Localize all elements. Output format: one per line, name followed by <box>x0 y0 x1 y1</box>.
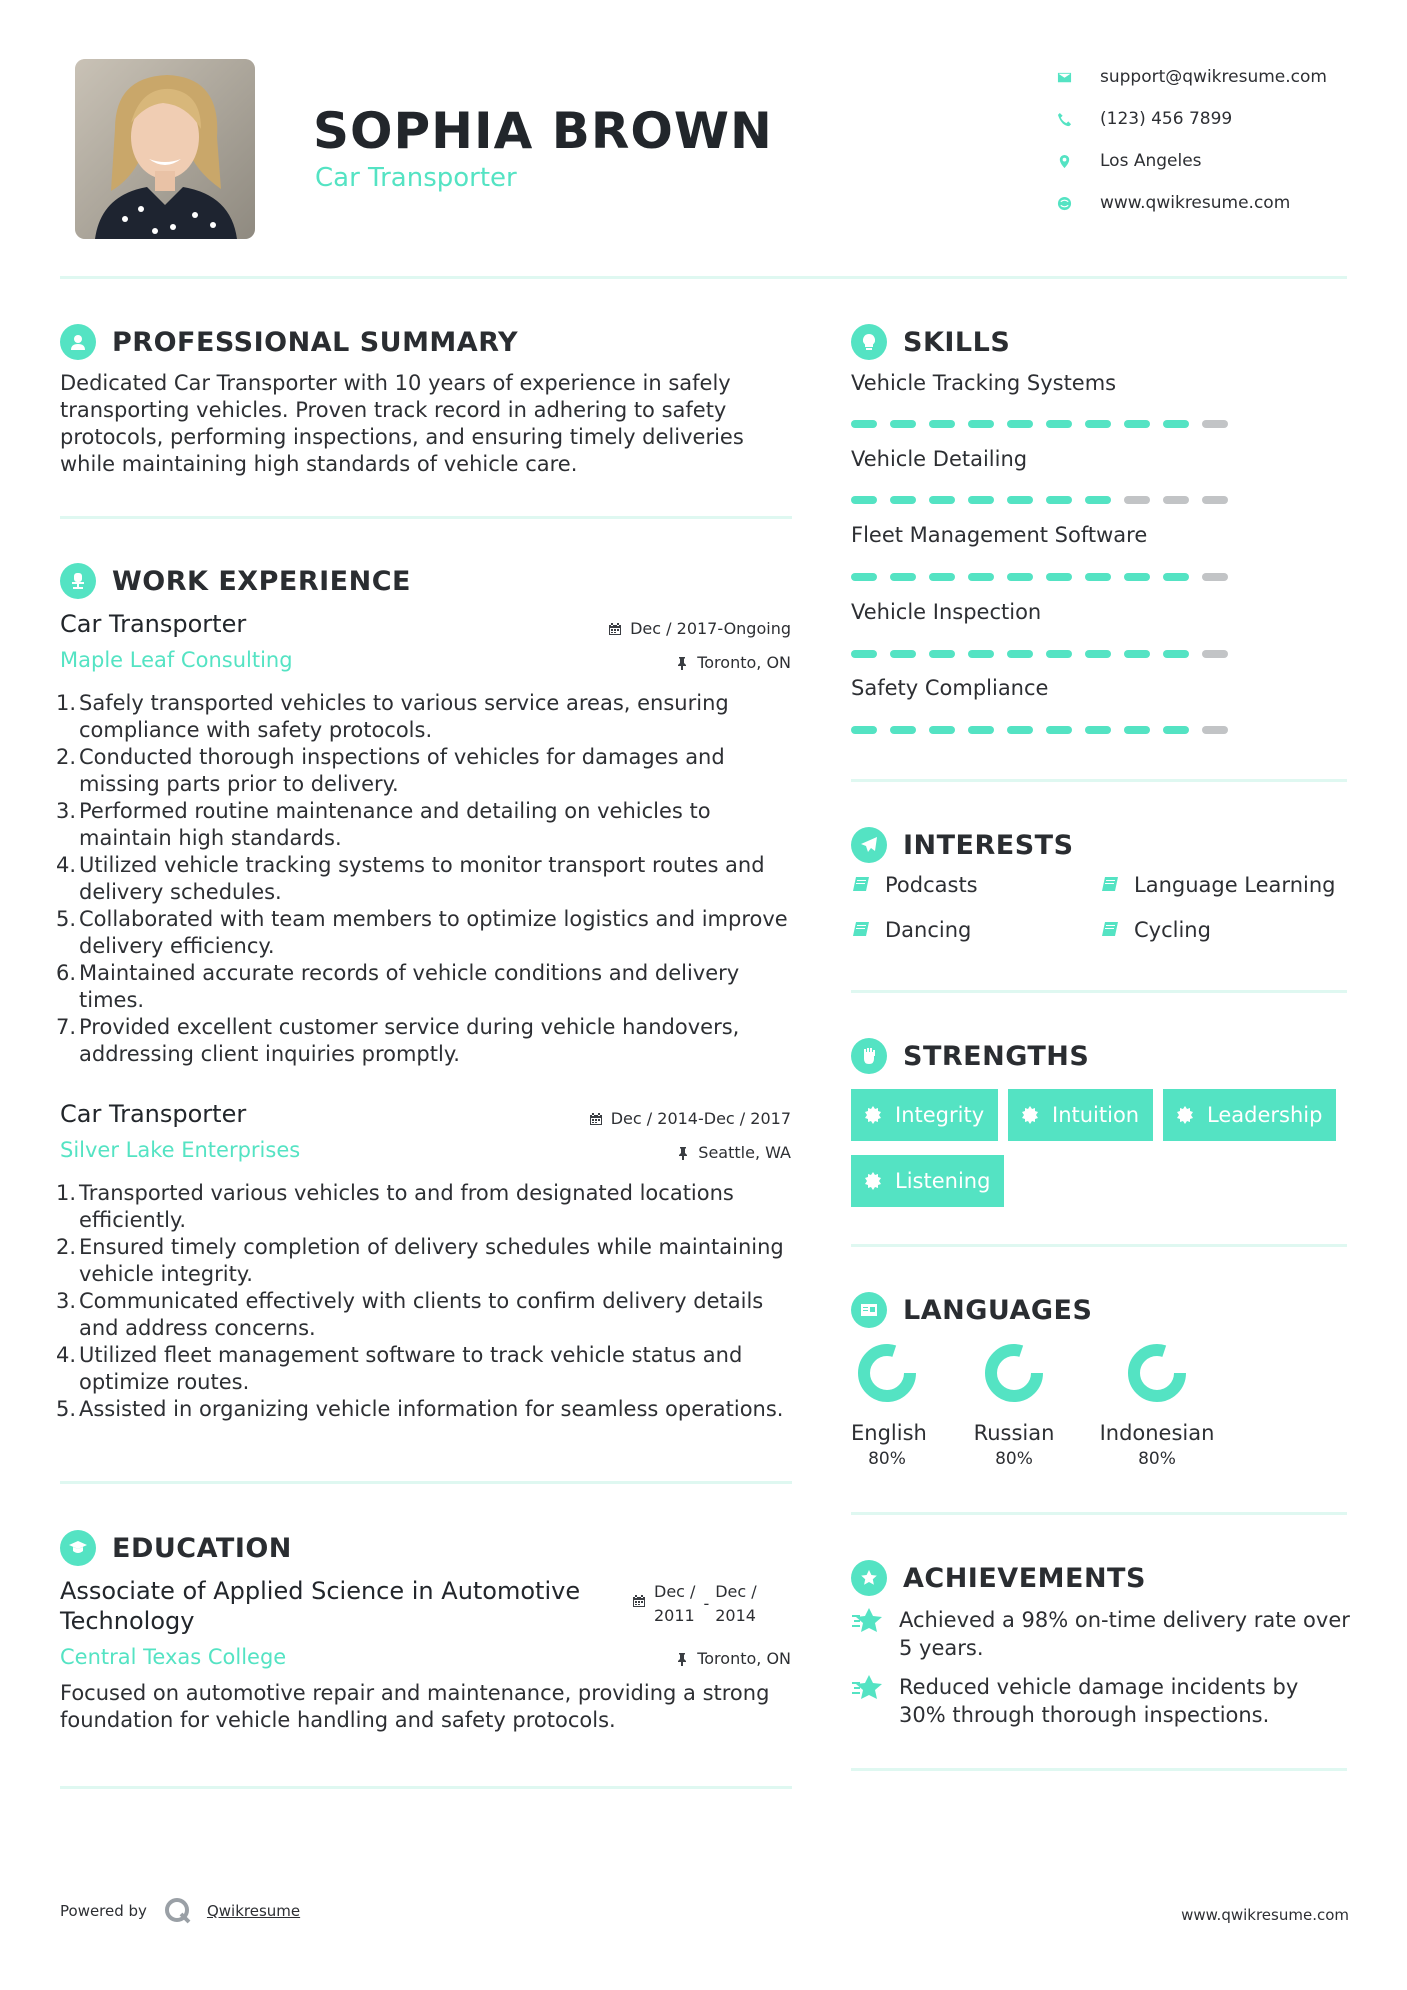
interest-label: Language Learning <box>1134 873 1336 897</box>
header-divider <box>60 276 1347 279</box>
job-1-title: Car Transporter <box>60 610 247 638</box>
skill-segment-empty <box>1202 726 1228 734</box>
strength-label: Intuition <box>1052 1103 1140 1127</box>
education-date-dash: - <box>703 1594 710 1613</box>
star-icon <box>851 1673 885 1701</box>
education-location <box>675 1649 791 1668</box>
skill-name: Vehicle Detailing <box>851 447 1028 471</box>
contact-phone[interactable] <box>1056 98 1356 140</box>
language-level-ring <box>857 1343 917 1403</box>
qwikresume-link[interactable]: Qwikresume <box>206 1902 301 1920</box>
strength-chip <box>1008 1089 1153 1141</box>
skill-segment-filled <box>929 573 955 581</box>
contact-list <box>1056 56 1356 224</box>
language-level-ring <box>1127 1343 1187 1403</box>
education-heading <box>60 1530 292 1566</box>
skill-segment-filled <box>929 420 955 428</box>
education-location-text: Toronto, ON <box>697 1649 791 1668</box>
skill-bar <box>851 573 1228 581</box>
achievement-text: Achieved a 98% on-time delivery rate over 5 years. <box>899 1608 1350 1660</box>
candidate-role: Car Transporter <box>315 163 517 193</box>
list-item: Communicated effectively with clients to confirm delivery details and address concerns. <box>79 1289 764 1340</box>
skill-bar <box>851 496 1228 504</box>
job-2-title: Car Transporter <box>60 1100 247 1128</box>
languages-title: LANGUAGES <box>903 1294 1093 1326</box>
language-name: Russian <box>973 1421 1055 1445</box>
list-item: Maintained accurate records of vehicle conditions and delivery times. <box>79 961 740 1012</box>
job-1-location <box>675 653 791 672</box>
achievements-title: ACHIEVEMENTS <box>903 1562 1146 1594</box>
skill-segment-filled <box>1085 420 1111 428</box>
skill-segment-filled <box>1124 726 1150 734</box>
school-name: Central Texas College <box>60 1645 287 1669</box>
interest-label: Cycling <box>1134 918 1211 942</box>
list-item: Assisted in organizing vehicle information for seamless operations. <box>79 1397 784 1421</box>
strength-chip <box>851 1155 1004 1207</box>
footer-powered-by <box>60 1896 300 1926</box>
skill-segment-filled <box>968 420 994 428</box>
achievement-item <box>851 1673 1351 1729</box>
skill-segment-filled <box>1085 650 1111 658</box>
list-item: Safely transported vehicles to various service areas, ensuring compliance with safety protocols. <box>79 691 729 742</box>
list-item: Collaborated with team members to optimize logistics and improve delivery efficiency. <box>79 907 788 958</box>
contact-location-text: Los Angeles <box>1100 151 1202 171</box>
skill-segment-filled <box>1046 650 1072 658</box>
skill-bar <box>851 726 1228 734</box>
skills-heading <box>851 324 1010 360</box>
star-icon <box>851 1606 885 1634</box>
strength-label: Leadership <box>1207 1103 1323 1127</box>
phone-icon <box>1056 111 1072 127</box>
map-pin-icon <box>1056 153 1072 169</box>
language-item <box>851 1343 927 1469</box>
book-icon <box>851 875 871 895</box>
interests-title: INTERESTS <box>903 829 1074 861</box>
strength-chip <box>1163 1089 1336 1141</box>
interest-item <box>851 918 971 942</box>
job-1-duties <box>60 690 800 1068</box>
skill-segment-empty <box>1202 573 1228 581</box>
achievement-item <box>851 1606 1351 1662</box>
skill-segment-filled <box>929 650 955 658</box>
contact-website-text: www.qwikresume.com <box>1100 193 1291 213</box>
skill-segment-filled <box>1046 573 1072 581</box>
pushpin-icon <box>676 1146 690 1160</box>
lightbulb-icon <box>851 324 887 360</box>
list-item: Conducted thorough inspections of vehicles for damages and missing parts prior to delivery. <box>79 745 725 796</box>
job-2-company: Silver Lake Enterprises <box>60 1138 301 1162</box>
skill-name: Safety Compliance <box>851 676 1049 700</box>
skill-segment-filled <box>851 726 877 734</box>
skill-segment-filled <box>851 496 877 504</box>
education-start-year: 2011 <box>654 1606 695 1625</box>
education-text: Focused on automotive repair and maintenance, providing a strong foundation for vehicle handling and safety protocols. <box>60 1681 770 1732</box>
skill-segment-filled <box>968 573 994 581</box>
skill-segment-filled <box>1007 650 1033 658</box>
skill-segment-filled <box>1163 726 1189 734</box>
skill-segment-filled <box>890 573 916 581</box>
skill-segment-filled <box>1046 496 1072 504</box>
education-end <box>715 1580 756 1628</box>
skill-segment-empty <box>1124 496 1150 504</box>
summary-title: PROFESSIONAL SUMMARY <box>112 326 519 358</box>
skill-segment-filled <box>1007 726 1033 734</box>
education-title: EDUCATION <box>112 1532 292 1564</box>
achievement-text: Reduced vehicle damage incidents by 30% through thorough inspections. <box>899 1675 1299 1727</box>
footer-website[interactable]: www.qwikresume.com <box>1181 1906 1349 1924</box>
list-item: Utilized vehicle tracking systems to monitor transport routes and delivery schedules. <box>79 853 765 904</box>
calendar-icon <box>608 622 622 636</box>
skill-segment-filled <box>1046 726 1072 734</box>
education-end-month: Dec / <box>715 1582 757 1601</box>
interest-label: Dancing <box>885 918 972 942</box>
pushpin-icon <box>675 656 689 670</box>
list-item: Utilized fleet management software to track vehicle status and optimize routes. <box>79 1343 743 1394</box>
job-1-location-text: Toronto, ON <box>697 653 791 672</box>
skill-segment-filled <box>1007 496 1033 504</box>
job-2-location-text: Seattle, WA <box>698 1143 791 1162</box>
person-portrait-icon <box>75 59 255 239</box>
contact-location <box>1056 140 1356 182</box>
skill-segment-filled <box>968 650 994 658</box>
skill-segment-filled <box>890 420 916 428</box>
language-level: 80% <box>868 1449 906 1469</box>
skill-segment-filled <box>1124 573 1150 581</box>
skill-segment-filled <box>968 726 994 734</box>
skill-segment-empty <box>1202 650 1228 658</box>
interest-item <box>851 873 978 897</box>
star-badge-icon <box>851 1560 887 1596</box>
experience-divider <box>60 1481 792 1484</box>
badge-icon <box>1175 1105 1195 1125</box>
education-dates <box>632 1580 757 1628</box>
strength-label: Listening <box>895 1169 991 1193</box>
raised-fist-icon <box>851 1038 887 1074</box>
strengths-heading <box>851 1038 1089 1074</box>
contact-email[interactable] <box>1056 56 1356 98</box>
achievements-divider <box>851 1768 1347 1771</box>
skill-segment-filled <box>1007 573 1033 581</box>
list-item: Performed routine maintenance and detailing on vehicles to maintain high standards. <box>79 799 711 850</box>
skill-segment-filled <box>1163 650 1189 658</box>
interest-item <box>1100 918 1211 942</box>
paper-plane-icon <box>851 827 887 863</box>
skills-title: SKILLS <box>903 326 1011 358</box>
skill-segment-filled <box>851 650 877 658</box>
profile-photo <box>75 59 255 239</box>
qwikresume-logo-icon <box>163 1896 193 1926</box>
languages-divider <box>851 1512 1347 1515</box>
interests-divider <box>851 990 1347 993</box>
language-level: 80% <box>1138 1449 1176 1469</box>
interest-label: Podcasts <box>885 873 978 897</box>
pushpin-icon <box>675 1652 689 1666</box>
contact-website[interactable] <box>1056 182 1356 224</box>
skill-segment-filled <box>929 496 955 504</box>
skill-segment-filled <box>1163 573 1189 581</box>
job-2-dates-text: Dec / 2014-Dec / 2017 <box>610 1109 791 1128</box>
achievements-heading <box>851 1560 1146 1596</box>
strengths-title: STRENGTHS <box>903 1040 1090 1072</box>
envelope-icon <box>1056 69 1072 85</box>
degree-title: Associate of Applied Science in Automotive Technology <box>60 1577 581 1635</box>
calendar-icon <box>589 1112 603 1126</box>
skill-segment-filled <box>1163 420 1189 428</box>
skill-bar <box>851 420 1228 428</box>
language-level-arc <box>991 1350 1037 1396</box>
skill-segment-empty <box>1202 420 1228 428</box>
skill-segment-empty <box>1163 496 1189 504</box>
job-1-dates-text: Dec / 2017-Ongoing <box>630 619 791 638</box>
summary-text: Dedicated Car Transporter with 10 years of experience in safely transporting vehicles. Proven track record in adhering to safety protocols, performing inspections, and ensuring timely deliveries while maintaining high standards of vehicle care. <box>60 371 744 476</box>
language-level-arc <box>1134 1350 1180 1396</box>
languages-heading <box>851 1292 1092 1328</box>
job-2-location <box>676 1143 791 1162</box>
skill-segment-filled <box>890 496 916 504</box>
id-card-icon <box>851 1292 887 1328</box>
candidate-name: SOPHIA BROWN <box>313 102 773 160</box>
list-item: Provided excellent customer service during vehicle handovers, addressing client inquiries promptly. <box>79 1015 740 1066</box>
globe-icon <box>1056 195 1072 211</box>
book-icon <box>1100 920 1120 940</box>
office-chair-icon <box>60 563 96 599</box>
powered-by-text: Powered by <box>60 1902 147 1920</box>
language-name: Indonesian <box>1099 1421 1215 1445</box>
interests-heading <box>851 827 1074 863</box>
education-start-month: Dec / <box>654 1582 696 1601</box>
skill-name: Vehicle Tracking Systems <box>851 371 1117 395</box>
skill-segment-filled <box>851 573 877 581</box>
language-level: 80% <box>995 1449 1033 1469</box>
strengths-divider <box>851 1244 1347 1247</box>
contact-phone-text: (123) 456 7899 <box>1100 109 1233 129</box>
skill-segment-filled <box>968 496 994 504</box>
experience-heading <box>60 563 411 599</box>
skill-segment-filled <box>890 726 916 734</box>
education-divider <box>60 1786 792 1789</box>
skill-segment-filled <box>1007 420 1033 428</box>
book-icon <box>1100 875 1120 895</box>
skill-segment-filled <box>851 420 877 428</box>
badge-icon <box>863 1171 883 1191</box>
graduation-cap-icon <box>60 1530 96 1566</box>
skill-segment-empty <box>1202 496 1228 504</box>
job-2-dates <box>589 1109 791 1128</box>
interest-item <box>1100 873 1335 897</box>
skill-name: Vehicle Inspection <box>851 600 1042 624</box>
summary-divider <box>60 516 792 519</box>
badge-icon <box>863 1105 883 1125</box>
contact-email-text: support@qwikresume.com <box>1100 67 1327 87</box>
language-item <box>970 1343 1058 1469</box>
skill-segment-filled <box>1085 726 1111 734</box>
list-item: Ensured timely completion of delivery schedules while maintaining vehicle integrity. <box>79 1235 784 1286</box>
user-icon <box>60 324 96 360</box>
skill-segment-filled <box>929 726 955 734</box>
skill-segment-filled <box>1046 420 1072 428</box>
list-item: Transported various vehicles to and from designated locations efficiently. <box>79 1181 734 1232</box>
skill-segment-filled <box>1124 420 1150 428</box>
education-end-year: 2014 <box>715 1606 756 1625</box>
skill-segment-filled <box>1085 573 1111 581</box>
calendar-icon <box>632 1594 646 1608</box>
language-level-ring <box>984 1343 1044 1403</box>
strength-chip <box>851 1089 998 1141</box>
language-name: English <box>851 1421 927 1445</box>
skill-segment-filled <box>1124 650 1150 658</box>
language-level-arc <box>864 1350 910 1396</box>
job-1-dates <box>608 619 791 638</box>
skill-segment-filled <box>890 650 916 658</box>
skills-divider <box>851 779 1347 782</box>
experience-title: WORK EXPERIENCE <box>112 565 411 597</box>
summary-heading <box>60 324 518 360</box>
education-start <box>654 1580 695 1628</box>
skill-name: Fleet Management Software <box>851 523 1148 547</box>
book-icon <box>851 920 871 940</box>
language-item <box>1096 1343 1218 1469</box>
strength-label: Integrity <box>895 1103 985 1127</box>
skill-bar <box>851 650 1228 658</box>
job-1-company: Maple Leaf Consulting <box>60 648 293 672</box>
job-2-duties <box>60 1180 800 1423</box>
badge-icon <box>1020 1105 1040 1125</box>
skill-segment-filled <box>1085 496 1111 504</box>
